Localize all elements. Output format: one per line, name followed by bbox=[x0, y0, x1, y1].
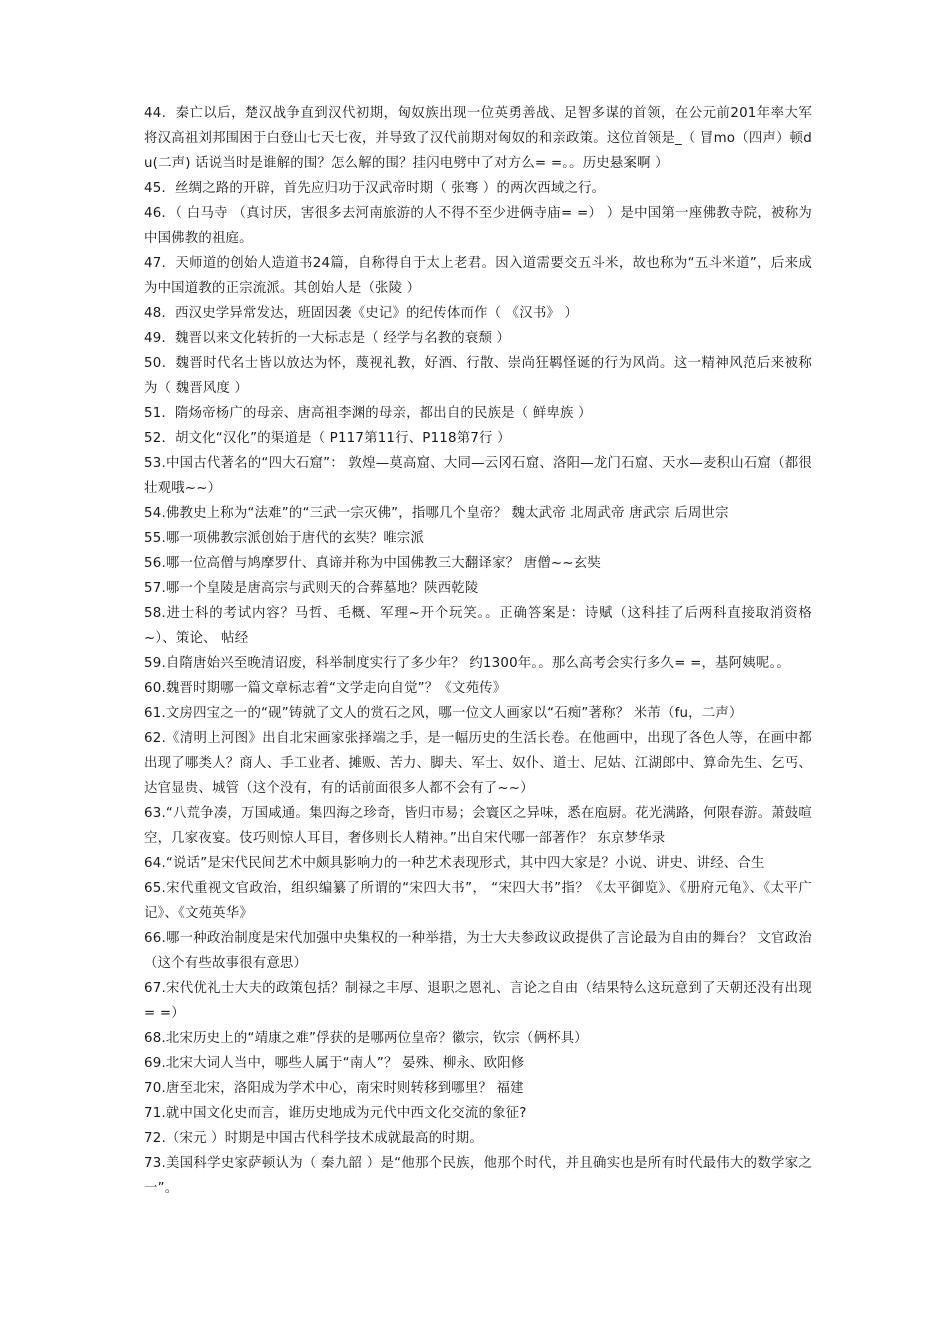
question-73: 73.美国科学史家萨顿认为（ 秦九韶 ）是“他那个民族，他那个时代，并且确实也是所有时代最伟大的数学家之一”。 bbox=[144, 1156, 812, 1196]
question-54: 54.佛教史上称为“法难”的“三武一宗灭佛”，指哪几个皇帝？ 魏太武帝 北周武帝 唐武宗 后周世宗 bbox=[144, 506, 729, 521]
question-60: 60.魏晋时期哪一篇文章标志着“文学走向自觉”？《文苑传》 bbox=[144, 681, 507, 696]
question-57: 57.哪一个皇陵是唐高宗与武则天的合葬墓地？陕西乾陵 bbox=[144, 581, 479, 596]
question-47: 47．天师道的创始人造道书24篇，自称得自于太上老君。因入道需要交五斗米，故也称为“五斗米道”，后来成为中国道教的正宗流派。其创始人是（张陵 ） bbox=[144, 256, 812, 296]
question-56: 56.哪一位高僧与鸠摩罗什、真谛并称为中国佛教三大翻译家？ 唐僧~~玄奘 bbox=[144, 556, 601, 571]
question-45: 45．丝绸之路的开辟，首先应归功于汉武帝时期（ 张骞 ）的两次西域之行。 bbox=[144, 181, 606, 196]
question-62: 62.《清明上河图》出自北宋画家张择端之手，是一幅历史的生活长卷。在他画中，出现了各色人等，在画中都出现了哪类人？商人、手工业者、摊贩、苦力、脚夫、军士、奴仆、道士、尼姑、江湖郎中、算命先生、乞丐、达官显贵、城管（这个没有，有的话前面很多人都不会有了~~） bbox=[144, 731, 812, 796]
question-72: 72.（宋元 ）时期是中国古代科学技术成就最高的时期。 bbox=[144, 1131, 483, 1146]
question-61: 61.文房四宝之一的“砚”铸就了文人的赏石之风，哪一位文人画家以“石痴”著称？ 米芾（fu，二声） bbox=[144, 706, 743, 721]
document-body bbox=[144, 101, 812, 1201]
question-50: 50．魏晋时代名士皆以放达为怀，蔑视礼教，好酒、行散、崇尚狂羁怪诞的行为风尚。这一精神风范后来被称为（ 魏晋风度 ） bbox=[144, 356, 812, 396]
question-67: 67.宋代优礼士大夫的政策包括？制禄之丰厚、退职之恩礼、言论之自由（结果特么这玩意到了天朝还没有出现= =） bbox=[144, 981, 812, 1021]
question-65: 65.宋代重视文官政治，组织编纂了所谓的“宋四大书”， “宋四大书”指？《太平御览》、《册府元龟》、《太平广记》、《文苑英华》 bbox=[144, 881, 812, 921]
question-49: 49．魏晋以来文化转折的一大标志是（ 经学与名教的衰颓 ） bbox=[144, 331, 511, 346]
question-59: 59.自隋唐始兴至晚清诏废，科举制度实行了多少年？ 约1300年。。那么高考会实行多久= =，基阿姨呢。。 bbox=[144, 656, 790, 671]
question-48: 48．西汉史学异常发达，班固因袭《史记》的纪传体而作（ 《汉书》 ） bbox=[144, 306, 579, 321]
question-51: 51．隋炀帝杨广的母亲、唐高祖李渊的母亲，都出自的民族是（ 鲜卑族 ） bbox=[144, 406, 592, 421]
question-70: 70.唐至北宋，洛阳成为学术中心，南宋时则转移到哪里？ 福建 bbox=[144, 1081, 524, 1096]
question-71: 71.就中国文化史而言，谁历史地成为元代中西文化交流的象征? bbox=[144, 1106, 527, 1121]
question-66: 66.哪一种政治制度是宋代加强中央集权的一种举措，为士大夫参政议政提供了言论最为自由的舞台？ 文官政治（这个有些故事很有意思） bbox=[144, 931, 812, 971]
question-63: 63.“八荒争凑，万国咸通。集四海之珍奇，皆归市易；会寰区之异味，悉在庖厨。花光满路，何限春游。萧鼓喧空，几家夜宴。伎巧则惊人耳目，奢侈则长人精神。”出自宋代哪一部著作？ 东京梦华录 bbox=[144, 806, 812, 846]
question-55: 55.哪一项佛教宗派创始于唐代的玄奘？唯宗派 bbox=[144, 531, 425, 546]
question-44: 44．秦亡以后，楚汉战争直到汉代初期，匈奴族出现一位英勇善战、足智多谋的首领，在公元前201年率大军将汉高祖刘邦围困于白登山七天七夜，并导致了汉代前期对匈奴的和亲政策。这位首领是_（ 冒mo（四声）顿du(二声) 话说当时是谁解的围？怎么解的围？挂闪电劈中了对方么= =。。历史悬案啊 ） bbox=[144, 106, 812, 171]
question-64: 64.“说话”是宋代民间艺术中颇具影响力的一种艺术表现形式，其中四大家是？小说、讲史、讲经、合生 bbox=[144, 856, 765, 871]
question-52: 52．胡文化“汉化”的渠道是（ P117第11行、P118第7行 ） bbox=[144, 431, 511, 446]
question-58: 58.进士科的考试内容？马哲、毛概、军理~开个玩笑。。正确答案是：诗赋（这科挂了后两科直接取消资格~）、策论、 帖经 bbox=[144, 606, 812, 646]
question-68: 68.北宋历史上的“靖康之难”俘获的是哪两位皇帝？徽宗，钦宗（俩杯具） bbox=[144, 1031, 588, 1046]
question-46: 46．（ 白马寺 （真讨厌，害很多去河南旅游的人不得不至少进俩寺庙= =） ）是中国第一座佛教寺院，被称为中国佛教的祖庭。 bbox=[144, 206, 812, 246]
question-53: 53.中国古代著名的“四大石窟”： 敦煌—莫高窟、大同—云冈石窟、洛阳—龙门石窟、天水—麦积山石窟（都很壮观哦~~） bbox=[144, 456, 812, 496]
question-69: 69.北宋大词人当中，哪些人属于“南人”？ 晏殊、柳永、欧阳修 bbox=[144, 1056, 525, 1071]
